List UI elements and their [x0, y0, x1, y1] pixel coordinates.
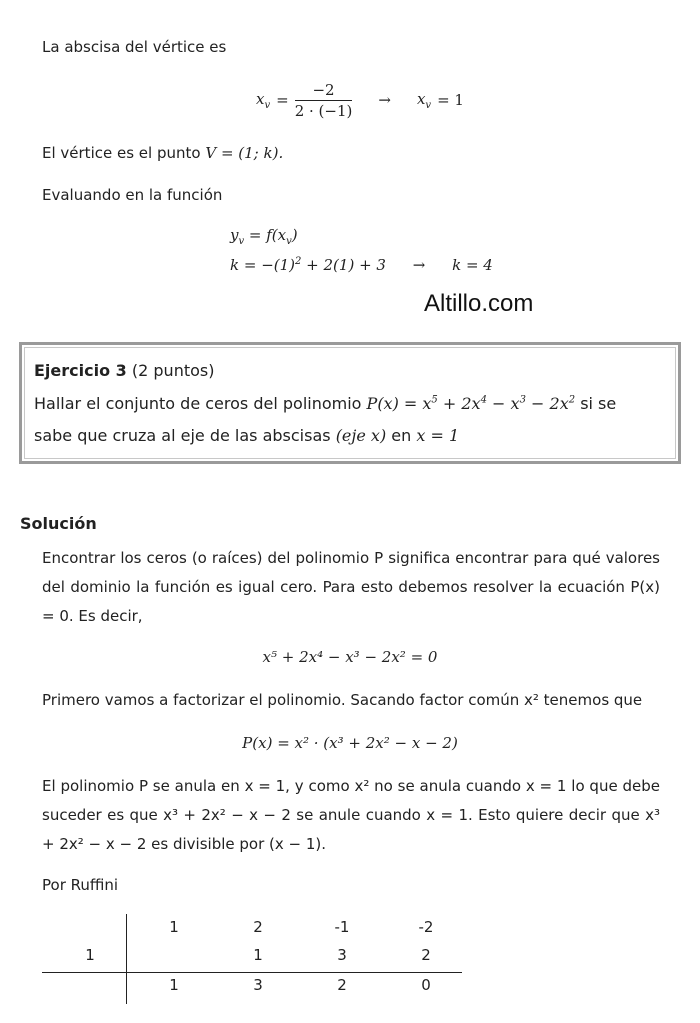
- ruffini-label: Por Ruffini: [42, 876, 119, 894]
- xv-result: = 1: [437, 91, 464, 109]
- exercise-line1-end: si se: [580, 394, 617, 413]
- yv-function: = f(x: [248, 226, 287, 244]
- equation-2: P(x) = x² · (x³ + 2x² − x − 2): [242, 734, 458, 752]
- ruffini-coef-1: 1: [169, 918, 179, 936]
- ruffini-mid-1: 1: [253, 946, 263, 964]
- exercise-line-2: [34, 426, 459, 445]
- exercise-line2-text: sabe que cruza al eje de las abscisas: [34, 426, 331, 445]
- xv-subscript-2: v: [425, 99, 432, 111]
- exercise-line1-text: Hallar el conjunto de ceros del polinomio: [34, 394, 362, 413]
- exercise-axis: (eje x): [335, 426, 387, 445]
- exercise-title-line: [34, 361, 214, 380]
- xv-formula: [256, 78, 464, 122]
- xv-symbol-2: x: [416, 89, 426, 108]
- k-expression-rest: + 2(1) + 3: [306, 256, 386, 274]
- ruffini-root: 1: [85, 946, 95, 964]
- ruffini-coef-3: -1: [334, 918, 350, 936]
- k-result: k = 4: [452, 256, 493, 274]
- exercise-polynomial: $P(x) = x^5 + 2x^4 - x^3 - 2x^2$: [366, 394, 576, 413]
- yv-symbol: y: [230, 226, 239, 244]
- exercise-title: Ejercicio 3: [34, 361, 127, 380]
- evaluando-text: Evaluando en la función: [42, 186, 223, 204]
- ruffini-coef-2: 2: [253, 918, 263, 936]
- solution-paragraph-3: El polinomio P se anula en x = 1, y como x² no se anula cuando x = 1 lo que debe suceder es que x³ + 2x² − x − 2 se anule cuando x = 1. Esto quiere decir que x³ + 2x² − x − 2 es divisible por (x − 1).: [42, 777, 660, 853]
- solution-heading: Solución: [20, 514, 97, 533]
- arrow-icon: →: [378, 91, 391, 109]
- equals-sign: =: [276, 91, 289, 109]
- vertex-line: [42, 144, 283, 162]
- ruffini-mid-2: 3: [337, 946, 347, 964]
- exercise-line2-en: en: [391, 426, 412, 445]
- solution-paragraph-2: Primero vamos a factorizar el polinomio. Sacando factor común x² tenemos que: [42, 691, 643, 709]
- ruffini-coef-4: -2: [418, 918, 434, 936]
- k-expression: k = −(1): [230, 256, 296, 274]
- solution-paragraph-1: Encontrar los ceros (o raíces) del polinomio P significa encontrar para qué valores del dominio la función es igual cero. Para esto debemos resolver la ecuación P(x) = 0. Es decir,: [42, 549, 660, 625]
- fraction-denominator: 2 · (−1): [294, 101, 353, 120]
- ruffini-result-1: 1: [169, 976, 179, 994]
- arrow-icon-2: →: [412, 256, 426, 274]
- exercise-x-value: x = 1: [416, 426, 460, 445]
- ruffini-vertical-line: [126, 914, 127, 1004]
- yv-inner-subscript: v: [286, 236, 292, 247]
- exercise-box: [19, 342, 681, 464]
- yv-close-paren: ): [291, 226, 298, 244]
- ruffini-mid-3: 2: [421, 946, 431, 964]
- vertex-text: El vértice es el punto: [42, 144, 201, 162]
- exercise-points: (2 puntos): [131, 361, 215, 380]
- exercise-line-1: [34, 394, 616, 413]
- ruffini-result-2: 3: [253, 976, 263, 994]
- xv-subscript: v: [264, 99, 271, 111]
- watermark-logo: Altillo.com: [424, 290, 534, 317]
- yv-formula: [230, 226, 298, 247]
- fraction: [295, 81, 353, 120]
- ruffini-result-3: 2: [337, 976, 347, 994]
- vertex-point: V = (1; k).: [205, 144, 284, 162]
- ruffini-horizontal-line: [42, 972, 462, 973]
- yv-subscript: v: [238, 236, 245, 247]
- fraction-numerator: −2: [295, 81, 353, 101]
- abscisa-text: La abscisa del vértice es: [42, 38, 227, 56]
- equation-1: x⁵ + 2x⁴ − x³ − 2x² = 0: [262, 648, 438, 666]
- ruffini-remainder: 0: [421, 976, 431, 994]
- k-formula: $k = -(1)^2 + 2(1) + 3 \to k = 4$: [230, 256, 493, 274]
- xv-symbol: x: [256, 89, 265, 108]
